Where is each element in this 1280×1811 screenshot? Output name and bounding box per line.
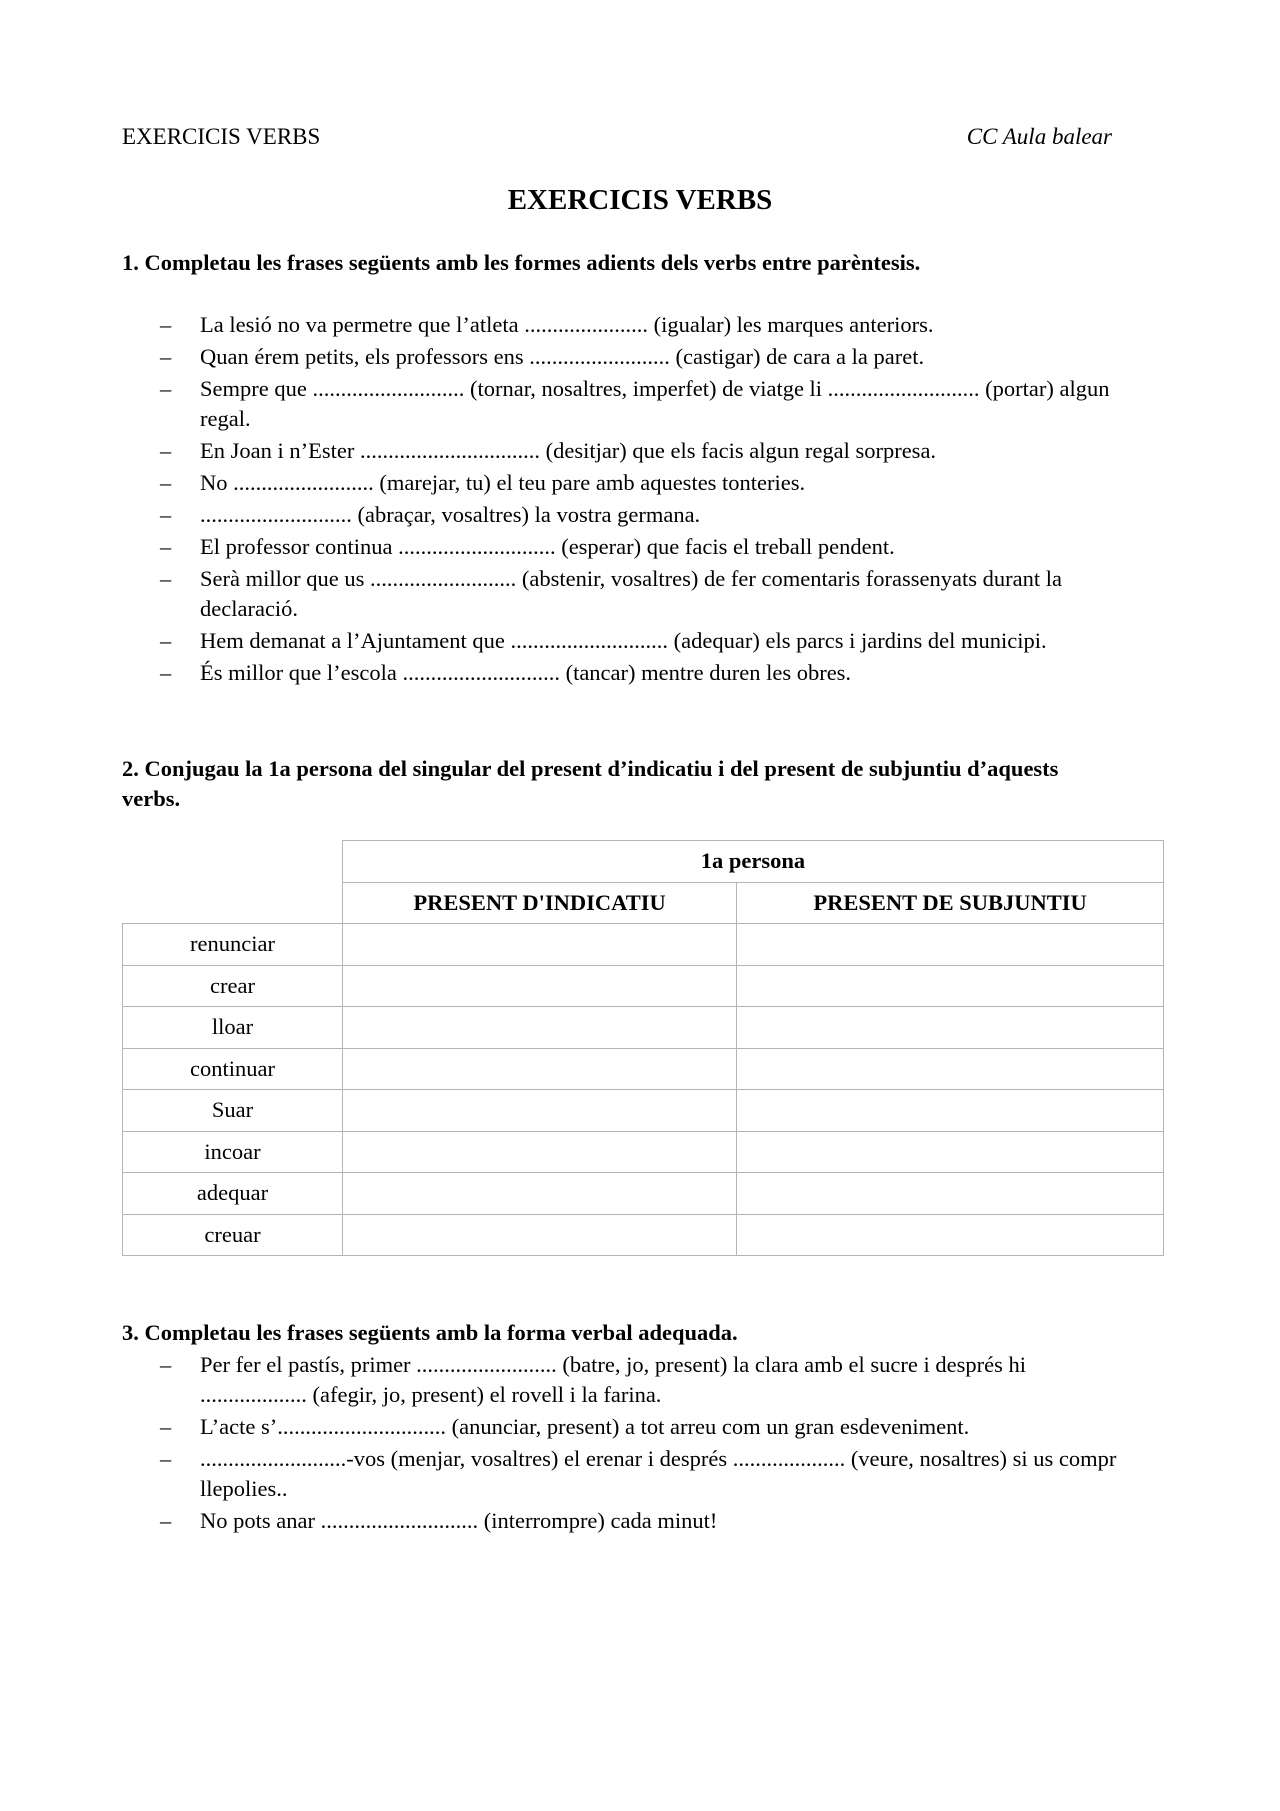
table-row <box>123 1214 1164 1256</box>
table-row <box>123 965 1164 1007</box>
list-item <box>122 500 1132 530</box>
list-item-text: Hem demanat a l’Ajuntament que ............................ (adequar) els parcs i jardins del municipi. <box>200 628 1047 653</box>
table-row <box>123 1131 1164 1173</box>
section2-heading: 2. Conjugau la 1a persona del singular del present d’indicatiu i del present de subjuntiu d’aquests verbs. <box>122 756 1059 811</box>
list-item-text: Sempre que ........................... (tornar, nosaltres, imperfet) de viatge li ........................... (portar) algun regal. <box>200 376 1110 431</box>
answer-cell-subjuntiu[interactable] <box>737 1048 1164 1090</box>
answer-cell-subjuntiu[interactable] <box>737 965 1164 1007</box>
verb-cell: crear <box>123 965 343 1007</box>
table-group-header: 1a persona <box>343 841 1164 883</box>
dash-bullet: – <box>160 534 172 559</box>
list-item-text: No pots anar ............................ (interrompre) cada minut! <box>200 1508 718 1533</box>
verb-cell: lloar <box>123 1007 343 1049</box>
dash-bullet: – <box>160 660 172 685</box>
answer-cell-subjuntiu[interactable] <box>737 1214 1164 1256</box>
dash-bullet: – <box>160 1414 172 1439</box>
answer-cell-indicatiu[interactable] <box>343 924 737 966</box>
verb-cell: adequar <box>123 1173 343 1215</box>
table-row <box>123 924 1164 966</box>
list-item-text: ........................... (abraçar, vosaltres) la vostra germana. <box>200 502 701 527</box>
dash-bullet: – <box>160 376 172 401</box>
section3-heading: 3. Completau les frases següents amb la forma verbal adequada. <box>122 1320 738 1345</box>
list-item <box>122 1506 1132 1536</box>
dash-bullet: – <box>160 1508 172 1533</box>
header-left-text: EXERCICIS VERBS <box>122 124 321 149</box>
answer-cell-subjuntiu[interactable] <box>737 1173 1164 1215</box>
answer-cell-indicatiu[interactable] <box>343 1131 737 1173</box>
list-item <box>122 564 1132 624</box>
section1-list <box>122 310 1132 690</box>
dash-bullet: – <box>160 566 172 591</box>
list-item <box>122 626 1132 656</box>
table-row <box>123 1007 1164 1049</box>
list-item-text: La lesió no va permetre que l’atleta ...................... (igualar) les marques anteriors. <box>200 312 934 337</box>
answer-cell-indicatiu[interactable] <box>343 1173 737 1215</box>
answer-cell-indicatiu[interactable] <box>343 1214 737 1256</box>
section3-list <box>122 1350 1132 1538</box>
list-item <box>122 374 1132 434</box>
answer-cell-subjuntiu[interactable] <box>737 1090 1164 1132</box>
verb-cell: creuar <box>123 1214 343 1256</box>
answer-cell-subjuntiu[interactable] <box>737 924 1164 966</box>
document-title: EXERCICIS VERBS <box>507 184 773 216</box>
list-item <box>122 342 1132 372</box>
list-item <box>122 310 1132 340</box>
dash-bullet: – <box>160 344 172 369</box>
list-item-text: Quan érem petits, els professors ens ......................... (castigar) de cara a la paret. <box>200 344 925 369</box>
table-row <box>123 1173 1164 1215</box>
dash-bullet: – <box>160 438 172 463</box>
dash-bullet: – <box>160 1446 172 1471</box>
list-item-text: És millor que l’escola ............................ (tancar) mentre duren les obres. <box>200 660 852 685</box>
answer-cell-subjuntiu[interactable] <box>737 1007 1164 1049</box>
list-item <box>122 468 1132 498</box>
section1-heading: 1. Completau les frases següents amb les formes adients dels verbs entre parèntesis. <box>122 250 921 275</box>
list-item-text: En Joan i n’Ester ................................ (desitjar) que els facis algun regal sorpresa. <box>200 438 937 463</box>
list-item <box>122 436 1132 466</box>
verb-cell: Suar <box>123 1090 343 1132</box>
dash-bullet: – <box>160 470 172 495</box>
list-item-text: No ......................... (marejar, tu) el teu pare amb aquestes tonteries. <box>200 470 806 495</box>
table-row <box>123 1048 1164 1090</box>
table-header-indicatiu: PRESENT D'INDICATIU <box>343 882 737 924</box>
table-row <box>123 1090 1164 1132</box>
answer-cell-indicatiu[interactable] <box>343 1090 737 1132</box>
header-right-text: CC Aula balear <box>966 124 1112 149</box>
list-item-text: L’acte s’.............................. (anunciar, present) a tot arreu com un gran esdeveniment. <box>200 1414 970 1439</box>
table-header-subjuntiu: PRESENT DE SUBJUNTIU <box>737 882 1164 924</box>
page-header <box>122 124 1112 154</box>
answer-cell-indicatiu[interactable] <box>343 965 737 1007</box>
list-item <box>122 1412 1132 1442</box>
list-item-text: Serà millor que us .......................... (abstenir, vosaltres) de fer comentaris forassenyats durant la declaració. <box>200 566 1062 621</box>
table-corner-cell <box>123 841 343 924</box>
list-item-text: ..........................-vos (menjar, vosaltres) el erenar i després .................... (veure, nosaltres) si us compr llepolies.. <box>200 1446 1117 1501</box>
list-item <box>122 1444 1132 1504</box>
list-item-text: Per fer el pastís, primer ......................... (batre, jo, present) la clara amb el sucre i després hi ................... (afegir, jo, present) el rovell i la farina. <box>200 1352 1026 1407</box>
answer-cell-indicatiu[interactable] <box>343 1048 737 1090</box>
dash-bullet: – <box>160 312 172 337</box>
verb-cell: continuar <box>123 1048 343 1090</box>
dash-bullet: – <box>160 628 172 653</box>
list-item <box>122 1350 1132 1410</box>
dash-bullet: – <box>160 502 172 527</box>
list-item <box>122 532 1132 562</box>
verb-cell: incoar <box>123 1131 343 1173</box>
answer-cell-subjuntiu[interactable] <box>737 1131 1164 1173</box>
list-item-text: El professor continua ............................ (esperar) que facis el treball pendent. <box>200 534 895 559</box>
conjugation-table <box>122 840 1164 1256</box>
list-item <box>122 658 1132 688</box>
verb-cell: renunciar <box>123 924 343 966</box>
dash-bullet: – <box>160 1352 172 1377</box>
answer-cell-indicatiu[interactable] <box>343 1007 737 1049</box>
